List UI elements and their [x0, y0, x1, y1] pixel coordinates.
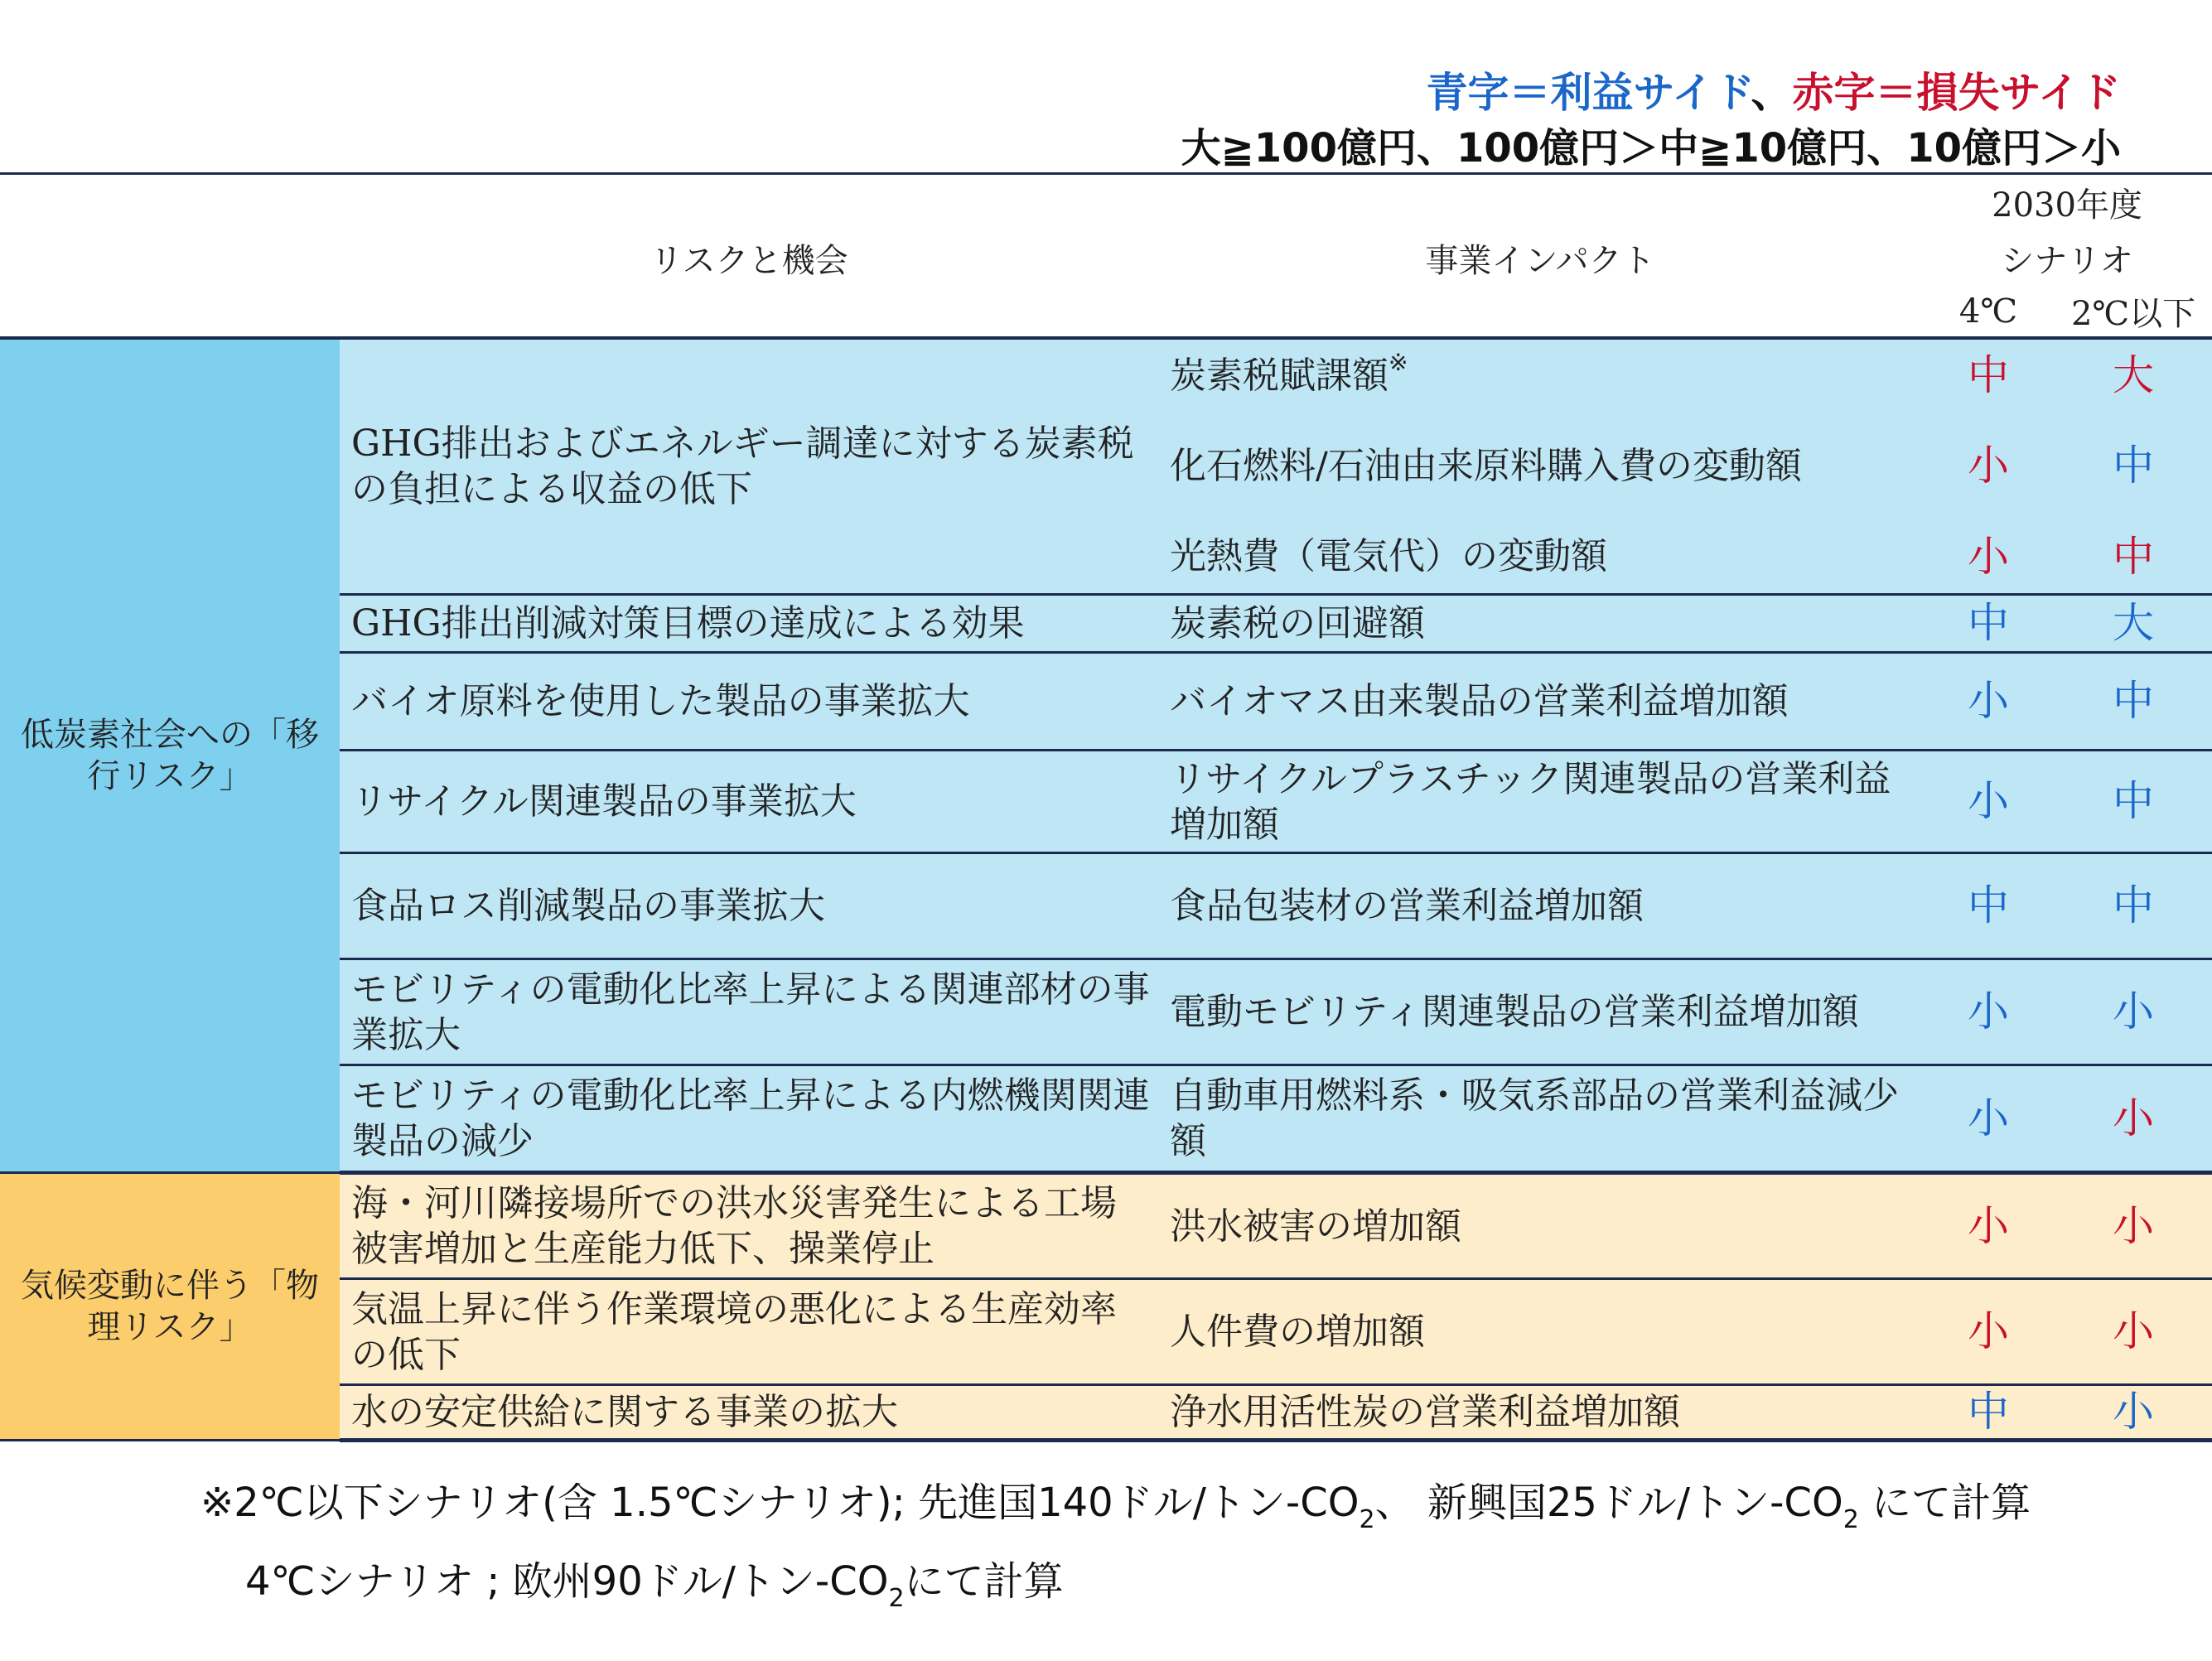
impact-cell: バイオマス由来製品の営業利益増加額 — [1158, 653, 1922, 751]
impact-cell — [1158, 338, 1922, 413]
value-2c: 中 — [2055, 413, 2212, 520]
value-4c: 中 — [1922, 595, 2055, 653]
footnote-text: にて計算 — [904, 1558, 1064, 1605]
footnote-subscript: 2 — [1359, 1505, 1375, 1534]
header-4c: 4℃ — [1922, 287, 2055, 338]
value-4c: 小 — [1922, 1173, 2055, 1279]
value-2c: 大 — [2055, 595, 2212, 653]
impact-cell: 食品包装材の営業利益増加額 — [1158, 853, 1922, 959]
table-row — [0, 338, 2212, 413]
impact-cell: 自動車用燃料系・吸気系部品の営業利益減少額 — [1158, 1065, 1922, 1173]
impact-cell: 洪水被害の増加額 — [1158, 1173, 1922, 1279]
value-2c: 中 — [2055, 653, 2212, 751]
footnote-text: 4℃シナリオ ; 欧州90ドル/トン-CO — [245, 1558, 889, 1605]
value-4c: 小 — [1922, 653, 2055, 751]
value-4c: 中 — [1922, 1385, 2055, 1441]
value-2c: 中 — [2055, 853, 2212, 959]
value-4c: 中 — [1922, 853, 2055, 959]
risk-cell: リサイクル関連製品の事業拡大 — [340, 751, 1158, 853]
footnote-text: ※2℃以下シナリオ(含 1.5℃シナリオ); 先進国140ドル/トン-CO — [200, 1480, 1360, 1526]
footnote-line-1 — [200, 1470, 2031, 1534]
footnote-text: にて計算 — [1858, 1480, 2031, 1526]
footnote-text: 、 新興国25ドル/トン-CO — [1374, 1480, 1843, 1526]
value-2c: 小 — [2055, 1173, 2212, 1279]
value-4c: 小 — [1922, 520, 2055, 595]
risk-cell: モビリティの電動化比率上昇による関連部材の事業拡大 — [340, 959, 1158, 1065]
footnote-subscript: 2 — [1843, 1505, 1859, 1534]
impact-cell — [1158, 413, 1922, 520]
category-physical-risk: 気候変動に伴う「物理リスク」 — [0, 1173, 340, 1441]
impact-cell: 人件費の増加額 — [1158, 1279, 1922, 1385]
color-legend — [1427, 60, 2122, 119]
impact-text: 化石燃料/石油由来原料購入費の変動額 — [1170, 445, 1802, 487]
impact-cell — [1158, 520, 1922, 595]
risk-cell: モビリティの電動化比率上昇による内燃機関関連製品の減少 — [340, 1065, 1158, 1173]
risk-table — [0, 172, 2212, 1442]
footnote-subscript: 2 — [888, 1584, 905, 1613]
risk-cell: バイオ原料を使用した製品の事業拡大 — [340, 653, 1158, 751]
risk-cell: 海・河川隣接場所での洪水災害発生による工場被害増加と生産能力低下、操業停止 — [340, 1173, 1158, 1279]
scale-legend: 大≧100億円、100億円＞中≧10億円、10億円＞小 — [1181, 125, 2121, 171]
risk-cell: 気温上昇に伴う作業環境の悪化による生産効率の低下 — [340, 1279, 1158, 1385]
value-2c: 大 — [2055, 338, 2212, 413]
category-transition-risk: 低炭素社会への「移行リスク」 — [0, 338, 340, 1173]
value-2c: 小 — [2055, 1065, 2212, 1173]
value-4c: 小 — [1922, 1065, 2055, 1173]
impact-cell: 炭素税の回避額 — [1158, 595, 1922, 653]
impact-cell: 電動モビリティ関連製品の営業利益増加額 — [1158, 959, 1922, 1065]
legend-separator: 、 — [1751, 69, 1793, 117]
note-mark: ※ — [1389, 349, 1408, 376]
value-2c: 小 — [2055, 1279, 2212, 1385]
impact-text: 光熱費（電気代）の変動額 — [1170, 535, 1607, 578]
value-4c: 小 — [1922, 1279, 2055, 1385]
value-2c: 小 — [2055, 1385, 2212, 1441]
header-impact: 事業インパクト — [1158, 230, 1922, 287]
impact-text: 炭素税賦課額 — [1170, 355, 1389, 397]
risk-cell: GHG排出およびエネルギー調達に対する炭素税の負担による収益の低下 — [340, 338, 1158, 595]
value-4c: 中 — [1922, 338, 2055, 413]
header-scenario: シナリオ — [1922, 230, 2212, 287]
value-2c: 中 — [2055, 751, 2212, 853]
header-risk: リスクと機会 — [340, 230, 1158, 287]
risk-cell: 食品ロス削減製品の事業拡大 — [340, 853, 1158, 959]
header-2c: 2℃以下 — [2055, 287, 2212, 338]
table-row — [0, 1173, 2212, 1279]
value-2c: 中 — [2055, 520, 2212, 595]
value-4c: 小 — [1922, 959, 2055, 1065]
value-2c: 小 — [2055, 959, 2212, 1065]
value-4c: 小 — [1922, 751, 2055, 853]
value-4c: 小 — [1922, 413, 2055, 520]
risk-cell: GHG排出削減対策目標の達成による効果 — [340, 595, 1158, 653]
risk-cell: 水の安定供給に関する事業の拡大 — [340, 1385, 1158, 1441]
footnote-line-2 — [245, 1549, 1064, 1613]
legend-blue: 青字＝利益サイド — [1426, 69, 1751, 117]
impact-cell: リサイクルプラスチック関連製品の営業利益増加額 — [1158, 751, 1922, 853]
header-year: 2030年度 — [1922, 174, 2212, 230]
legend-red: 赤字＝損失サイド — [1792, 69, 2121, 117]
impact-cell: 浄水用活性炭の営業利益増加額 — [1158, 1385, 1922, 1441]
